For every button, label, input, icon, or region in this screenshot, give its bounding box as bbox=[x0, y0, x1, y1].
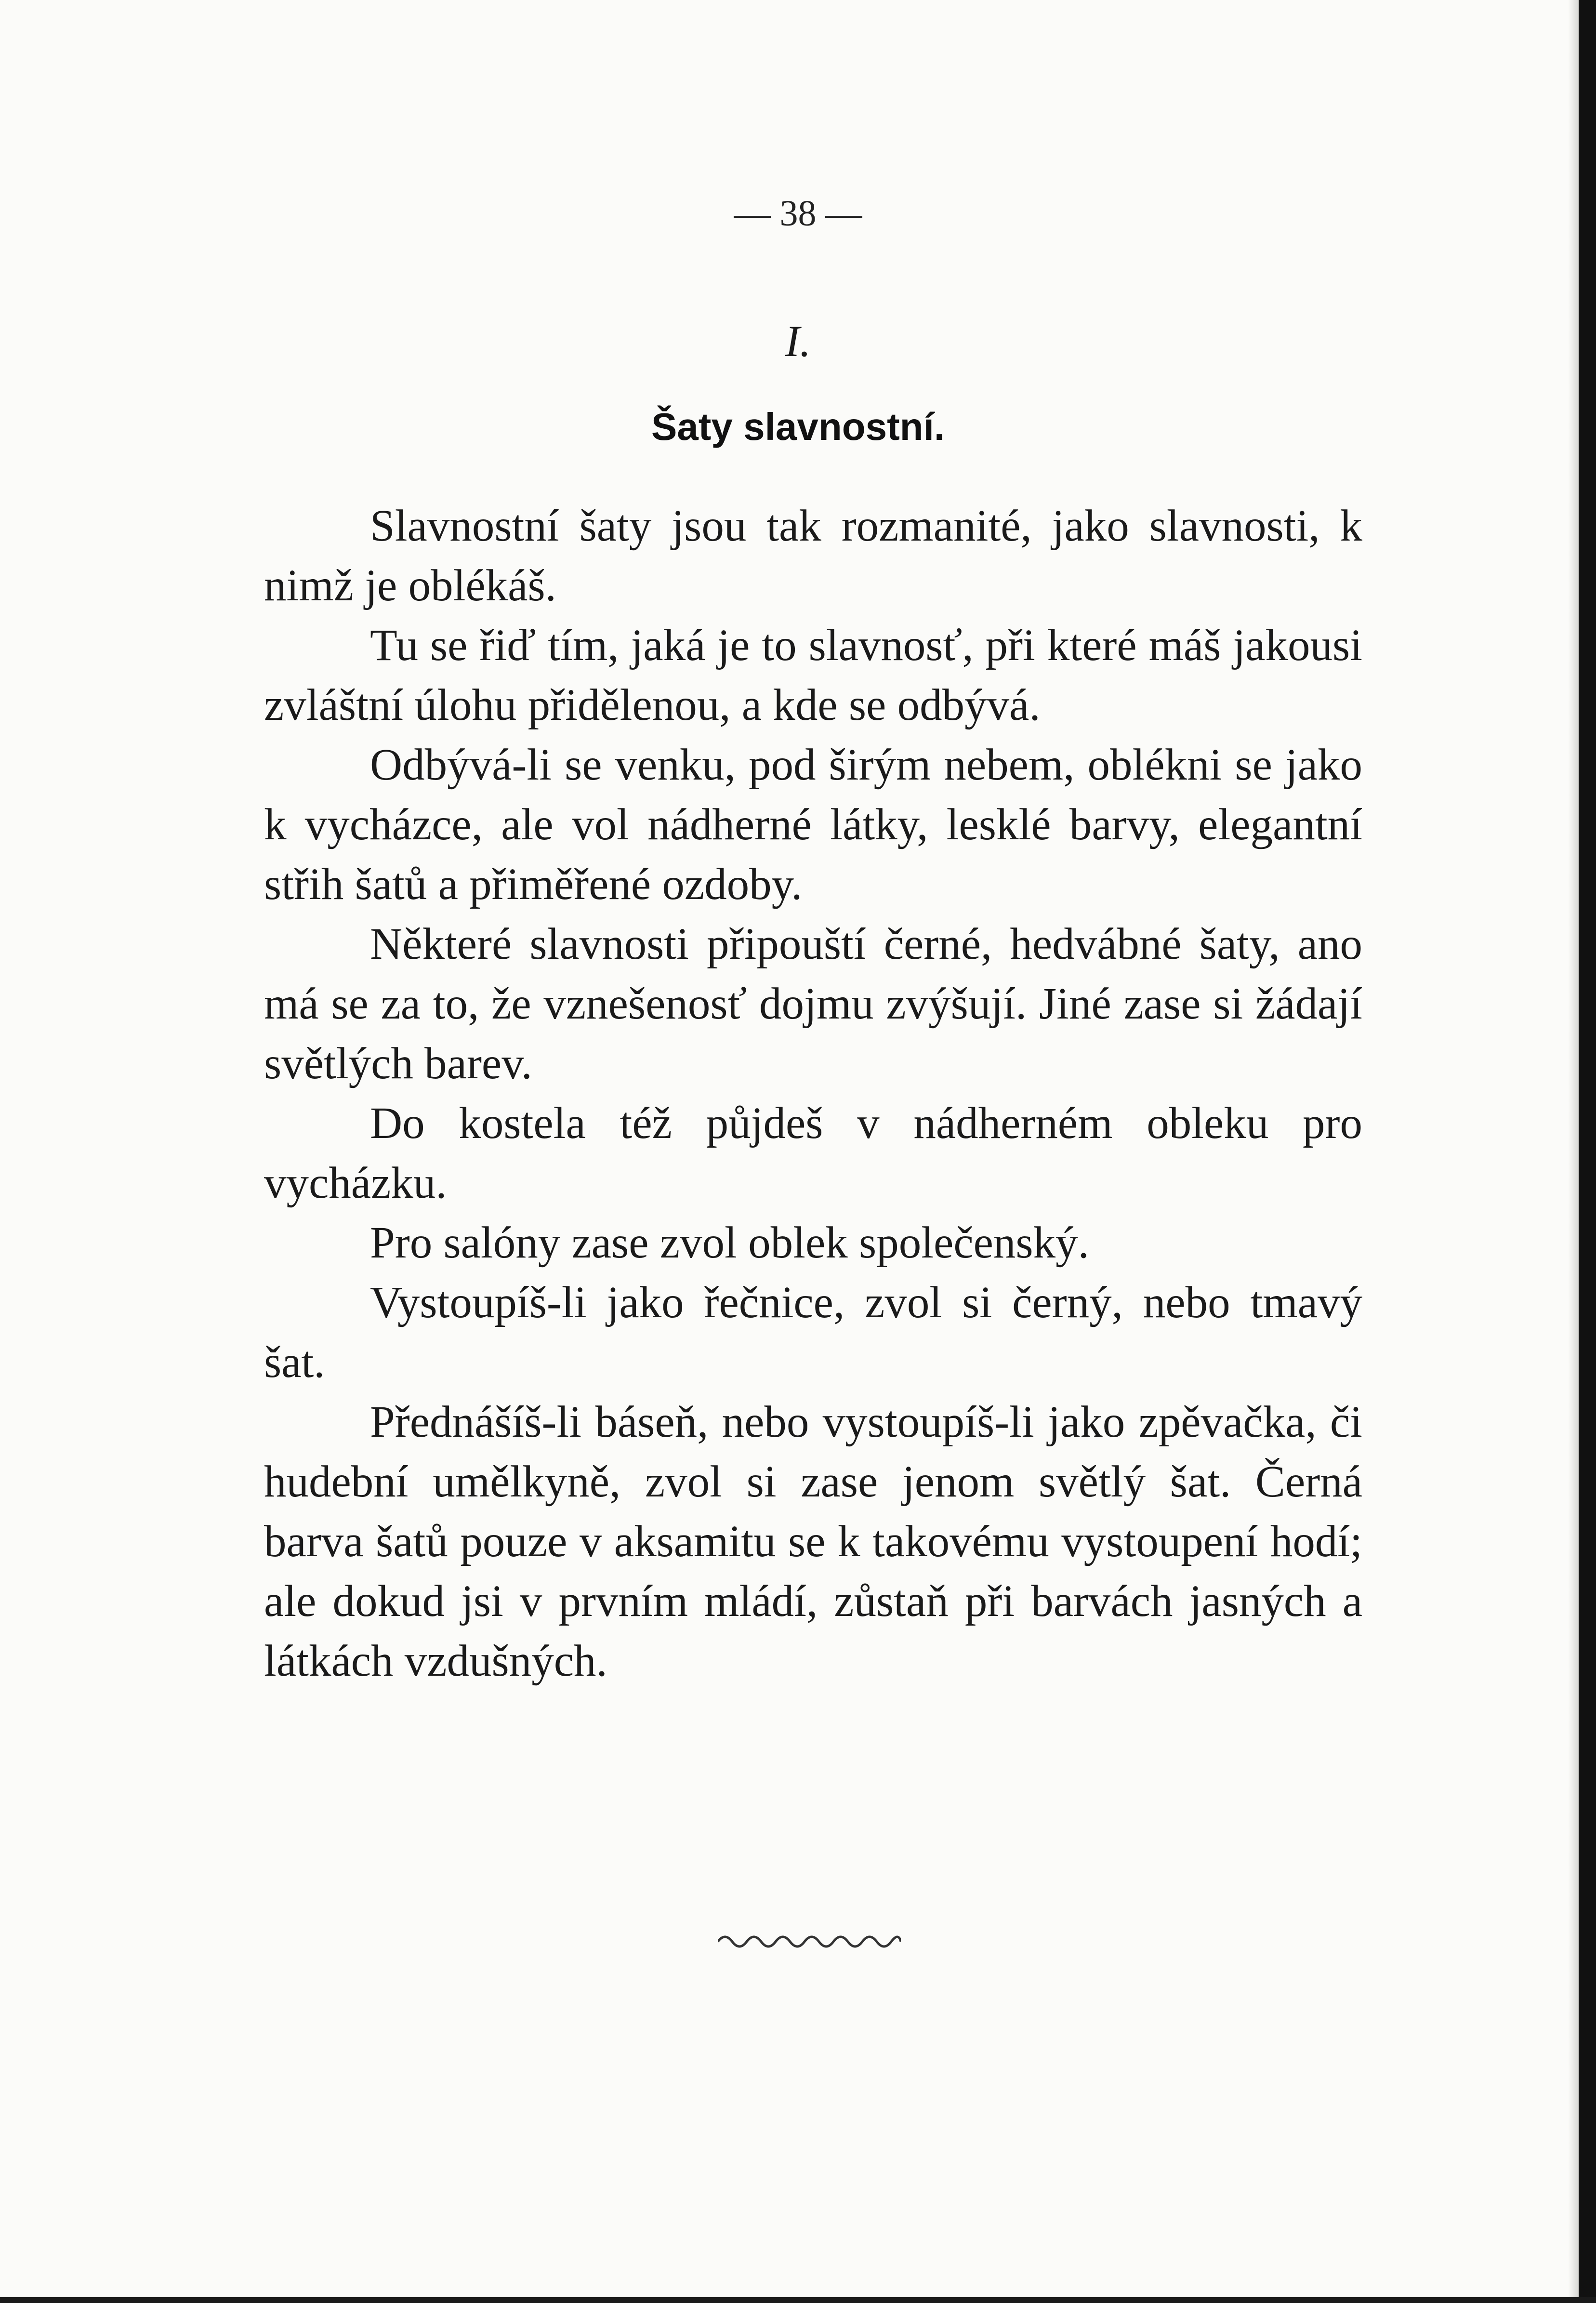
page-bottom-edge bbox=[0, 2297, 1596, 2303]
paragraph: Tu se řiď tím, jaká je to slavnosť, při které máš jakousi zvláštní úlohu přidělenou, a kde se odbývá. bbox=[264, 621, 1362, 730]
body-text bbox=[264, 496, 1362, 1691]
wave-ornament-icon bbox=[718, 1927, 901, 1956]
paragraph: Přednášíš-li báseň, nebo vystoupíš-li jako zpěvačka, či hudební umělkyně, zvol si zase jenom světlý šat. Černá barva šatů pouze v aksamitu se k takovému vystoupení hodí; ale dokud jsi v prvním mládí, zůstaň při barvách jasných a látkách vzdušných. bbox=[264, 1397, 1362, 1686]
chapter-numeral: I. bbox=[785, 317, 811, 366]
paragraph: Do kostela též půjdeš v nádherném obleku pro vycházku. bbox=[264, 1099, 1362, 1208]
page-number: — 38 — bbox=[734, 193, 862, 234]
paragraph: Slavnostní šaty jsou tak rozmanité, jako slavnosti, k nimž je oblékáš. bbox=[264, 501, 1362, 610]
paragraph: Některé slavnosti připouští černé, hedvábné šaty, ano má se za to, že vznešenosť dojmu zvýšují. Jiné zase si žádají světlých barev. bbox=[264, 919, 1362, 1088]
paragraph: Odbývá-li se venku, pod širým nebem, oblékni se jako k vycházce, ale vol nádherné látky, lesklé barvy, elegantní střih šatů a přiměřené ozdoby. bbox=[264, 740, 1362, 909]
paragraph: Pro salóny zase zvol oblek společenský. bbox=[370, 1218, 1089, 1268]
paragraph: Vystoupíš-li jako řečnice, zvol si černý, nebo tmavý šat. bbox=[264, 1278, 1362, 1387]
section-title: Šaty slavnostní. bbox=[651, 405, 945, 448]
